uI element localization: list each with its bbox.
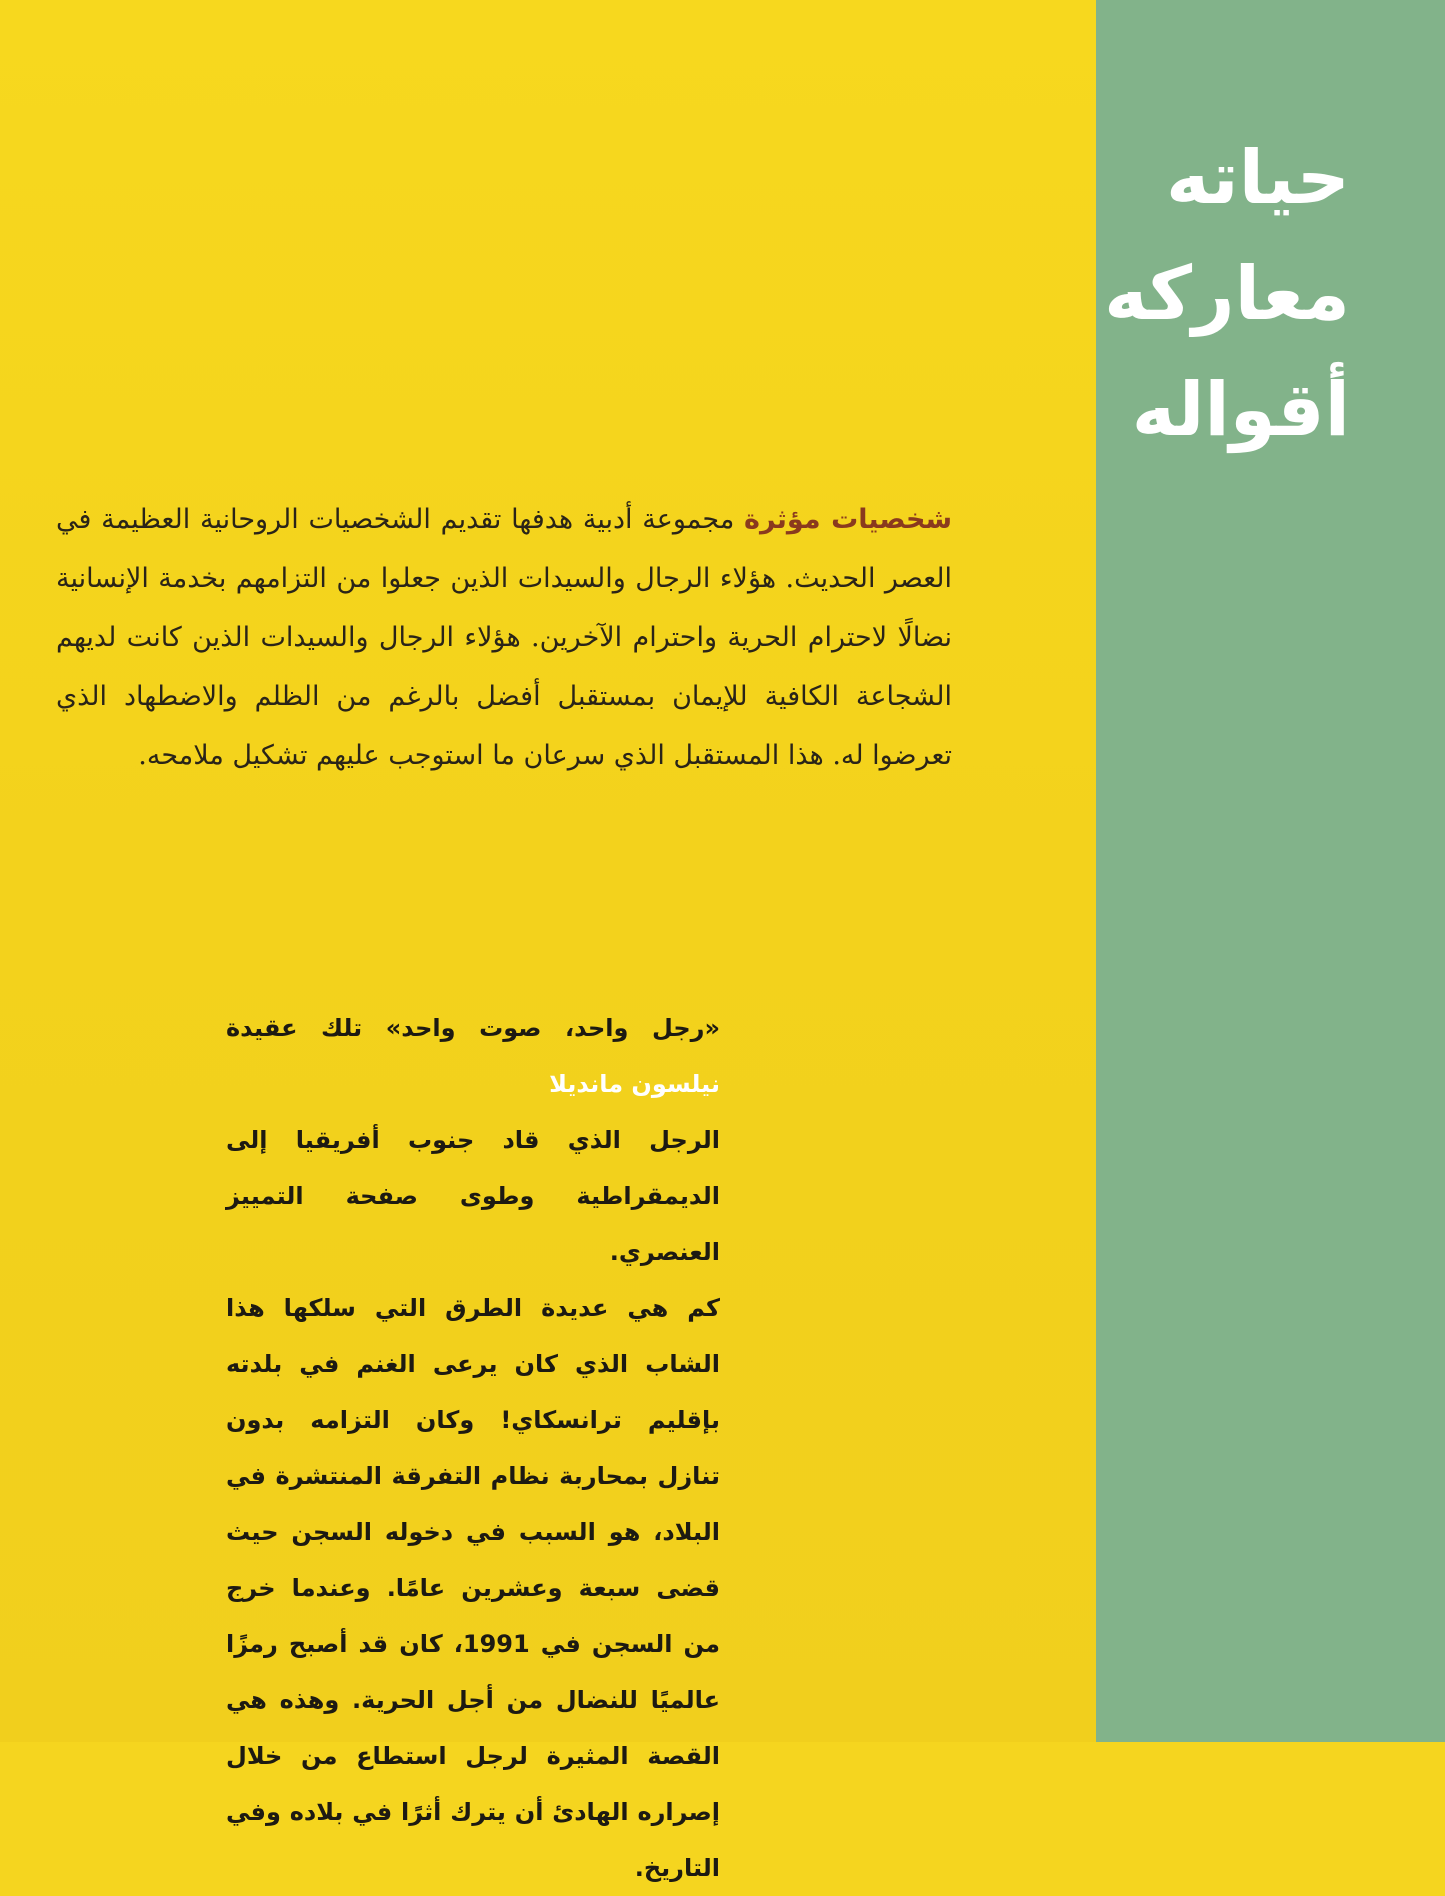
series-intro-paragraph xyxy=(56,490,952,785)
title-line-life: حياته xyxy=(1166,135,1350,221)
description-paragraph-1 xyxy=(226,1000,720,1280)
book-description xyxy=(226,1000,720,1896)
description-belief: تلك عقيدة xyxy=(226,1014,386,1042)
description-paragraph-2: كم هي عديدة الطرق التي سلكها هذا الشاب الذي كان يرعى الغنم في بلدته بإقليم ترانسكاي! وكان التزامه بدون تنازل بمحاربة نظام التفرقة المنتشرة في البلاد، هو السبب في دخوله السجن حيث قضى سبعة وعشرين عامًا. وعندما خرج من السجن في 1991، كان قد أصبح رمزًا عالميًا للنضال من أجل الحرية. وهذه هي القصة المثيرة لرجل استطاع من خلال إصراره الهادئ أن يترك أثرًا في بلاده وفي التاريخ. xyxy=(226,1294,720,1882)
title-line-sayings: أقواله xyxy=(1131,367,1350,453)
series-intro-text: مجموعة أدبية هدفها تقديم الشخصيات الروحانية العظيمة في العصر الحديث. هؤلاء الرجال والسيدات الذين جعلوا من التزامهم بخدمة الإنسانية نضالًا لاحترام الحرية واحترام الآخرين. هؤلاء الرجال والسيدات الذين كانت لديهم الشجاعة الكافية للإيمان بمستقبل أفضل بالرغم من الظلم والاضطهاد الذي تعرضوا له. هذا المستقبل الذي سرعان ما استوجب عليهم تشكيل ملامحه. xyxy=(56,504,952,771)
title-line-battles: معاركه xyxy=(1104,251,1350,337)
description-p1-rest: الرجل الذي قاد جنوب أفريقيا إلى الديمقراطية وطوى صفحة التمييز العنصري. xyxy=(226,1126,720,1266)
series-name: شخصيات مؤثرة xyxy=(744,504,952,535)
cover-title xyxy=(1050,120,1350,468)
description-quote: «رجل واحد، صوت واحد» xyxy=(385,1014,720,1042)
subject-name: نيلسون مانديلا xyxy=(549,1070,720,1098)
